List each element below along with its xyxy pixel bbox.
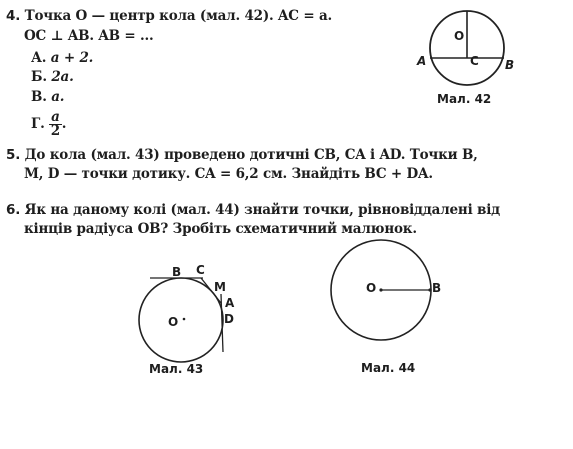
fig43-label-m: M <box>214 280 226 294</box>
fig42-caption: Мал. 42 <box>437 92 492 106</box>
fig44-caption: Мал. 44 <box>361 361 416 375</box>
option-a-key: А. <box>31 50 47 66</box>
option-b-text: 2a. <box>51 69 74 85</box>
fig43-label-d: D <box>224 312 234 326</box>
option-b-key: Б. <box>31 69 47 85</box>
problem-4-text-2: OC ⊥ AB. AB = ... <box>24 28 154 44</box>
fig44-label-b: B <box>432 281 442 295</box>
option-g-key: Г. <box>31 116 45 132</box>
option-v-text: a. <box>51 89 65 105</box>
fraction-denominator: 2 <box>50 123 60 139</box>
fig42-label-a: A <box>417 54 427 68</box>
problem-5-text-2: M, D — точки дотику. CA = 6,2 см. Знайдіть BC + DA. <box>24 166 433 182</box>
option-v-key: В. <box>31 89 47 105</box>
fig43-label-a: A <box>225 296 235 310</box>
fraction-numerator: a <box>51 109 60 125</box>
fig43-label-o: O <box>168 315 179 329</box>
problem-5-number: 5. <box>6 147 21 163</box>
problem-6-text-2: кінців радіуса OB? Зробіть схематичний малюнок. <box>24 221 417 237</box>
problem-6-number: 6. <box>6 202 21 218</box>
fig42-label-o: O <box>454 29 465 43</box>
center-dot-44 <box>379 288 382 291</box>
option-g-tail: . <box>61 116 67 132</box>
fig43-caption: Мал. 43 <box>149 362 204 376</box>
fig42-label-b: B <box>505 58 515 72</box>
option-a-text: a + 2. <box>50 50 94 66</box>
fig42-label-c: C <box>470 54 479 68</box>
fig43-label-b: B <box>172 265 182 279</box>
problem-5-text-1: До кола (мал. 43) проведено дотичні CB, CA і AD. Точки B, <box>24 147 478 163</box>
fig44-label-o: O <box>366 281 377 295</box>
problem-4-number: 4. <box>6 8 21 24</box>
problem-4-text-1: Точка O — центр кола (мал. 42). AC = a. <box>24 8 333 24</box>
problem-6-text-1: Як на даному колі (мал. 44) знайти точки, рівновіддалені від <box>24 202 500 218</box>
fig43-label-c: C <box>196 263 205 277</box>
